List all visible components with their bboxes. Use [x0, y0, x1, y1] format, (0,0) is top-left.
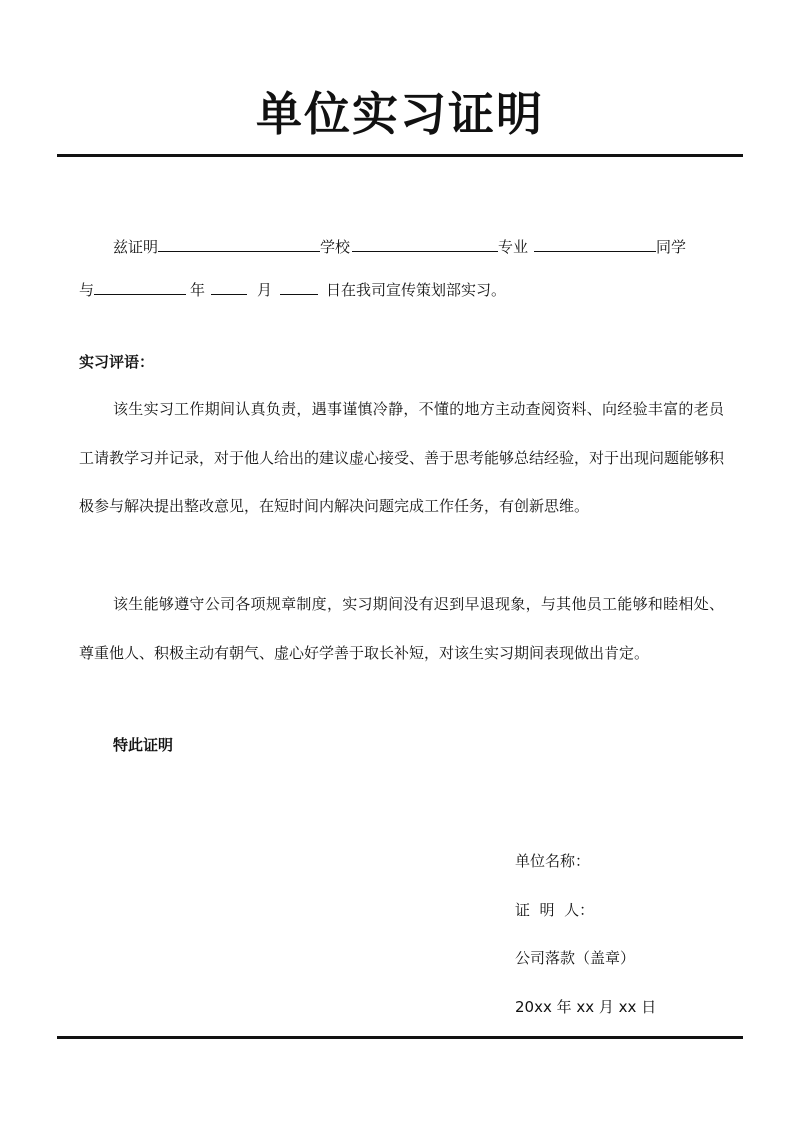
closing-statement: 特此证明 [113, 736, 174, 754]
month-blank[interactable] [211, 277, 247, 295]
bottom-divider [57, 1036, 743, 1039]
intro-text: 学校 [320, 238, 351, 256]
intro-text: 日在我司宣传策划部实习。 [326, 281, 507, 299]
certifier-label: 证 明 人： [515, 901, 595, 919]
year-blank[interactable] [94, 277, 186, 295]
intro-text: 年 [190, 281, 206, 299]
signature-date: 20xx 年 xx 月 xx 日 [515, 998, 657, 1016]
document-title: 单位实习证明 [256, 87, 544, 141]
intro-text: 专业 [498, 238, 529, 256]
intro-text: 月 [257, 281, 273, 299]
intro-line-2 [79, 277, 506, 302]
name-blank[interactable] [158, 234, 320, 252]
intro-line-1 [79, 234, 686, 259]
intro-text: 兹证明 [113, 238, 159, 256]
comment-paragraph-2: 该生能够遵守公司各项规章制度，实习期间没有迟到早退现象，与其他员工能够和睦相处、尊重他人、积极主动有朝气、虚心好学善于取长补短，对该生实习期间表现做出肯定。 [79, 595, 724, 662]
comment-heading: 实习评语： [79, 353, 155, 371]
major-blank[interactable] [534, 234, 656, 252]
school-blank[interactable] [352, 234, 498, 252]
day-blank[interactable] [280, 277, 318, 295]
intro-text: 同学 [656, 238, 687, 256]
intro-text: 与 [79, 281, 95, 299]
unit-name-label: 单位名称： [515, 852, 591, 870]
company-stamp-label: 公司落款（盖章） [515, 949, 636, 967]
top-divider [57, 154, 743, 157]
comment-paragraph-1: 该生实习工作期间认真负责，遇事谨慎冷静，不懂的地方主动查阅资料、向经验丰富的老员工请教学习并记录，对于他人给出的建议虚心接受、善于思考能够总结经验，对于出现问题能够积极参与解决提出整改意见，在短时间内解决问题完成工作任务，有创新思维。 [79, 400, 725, 515]
